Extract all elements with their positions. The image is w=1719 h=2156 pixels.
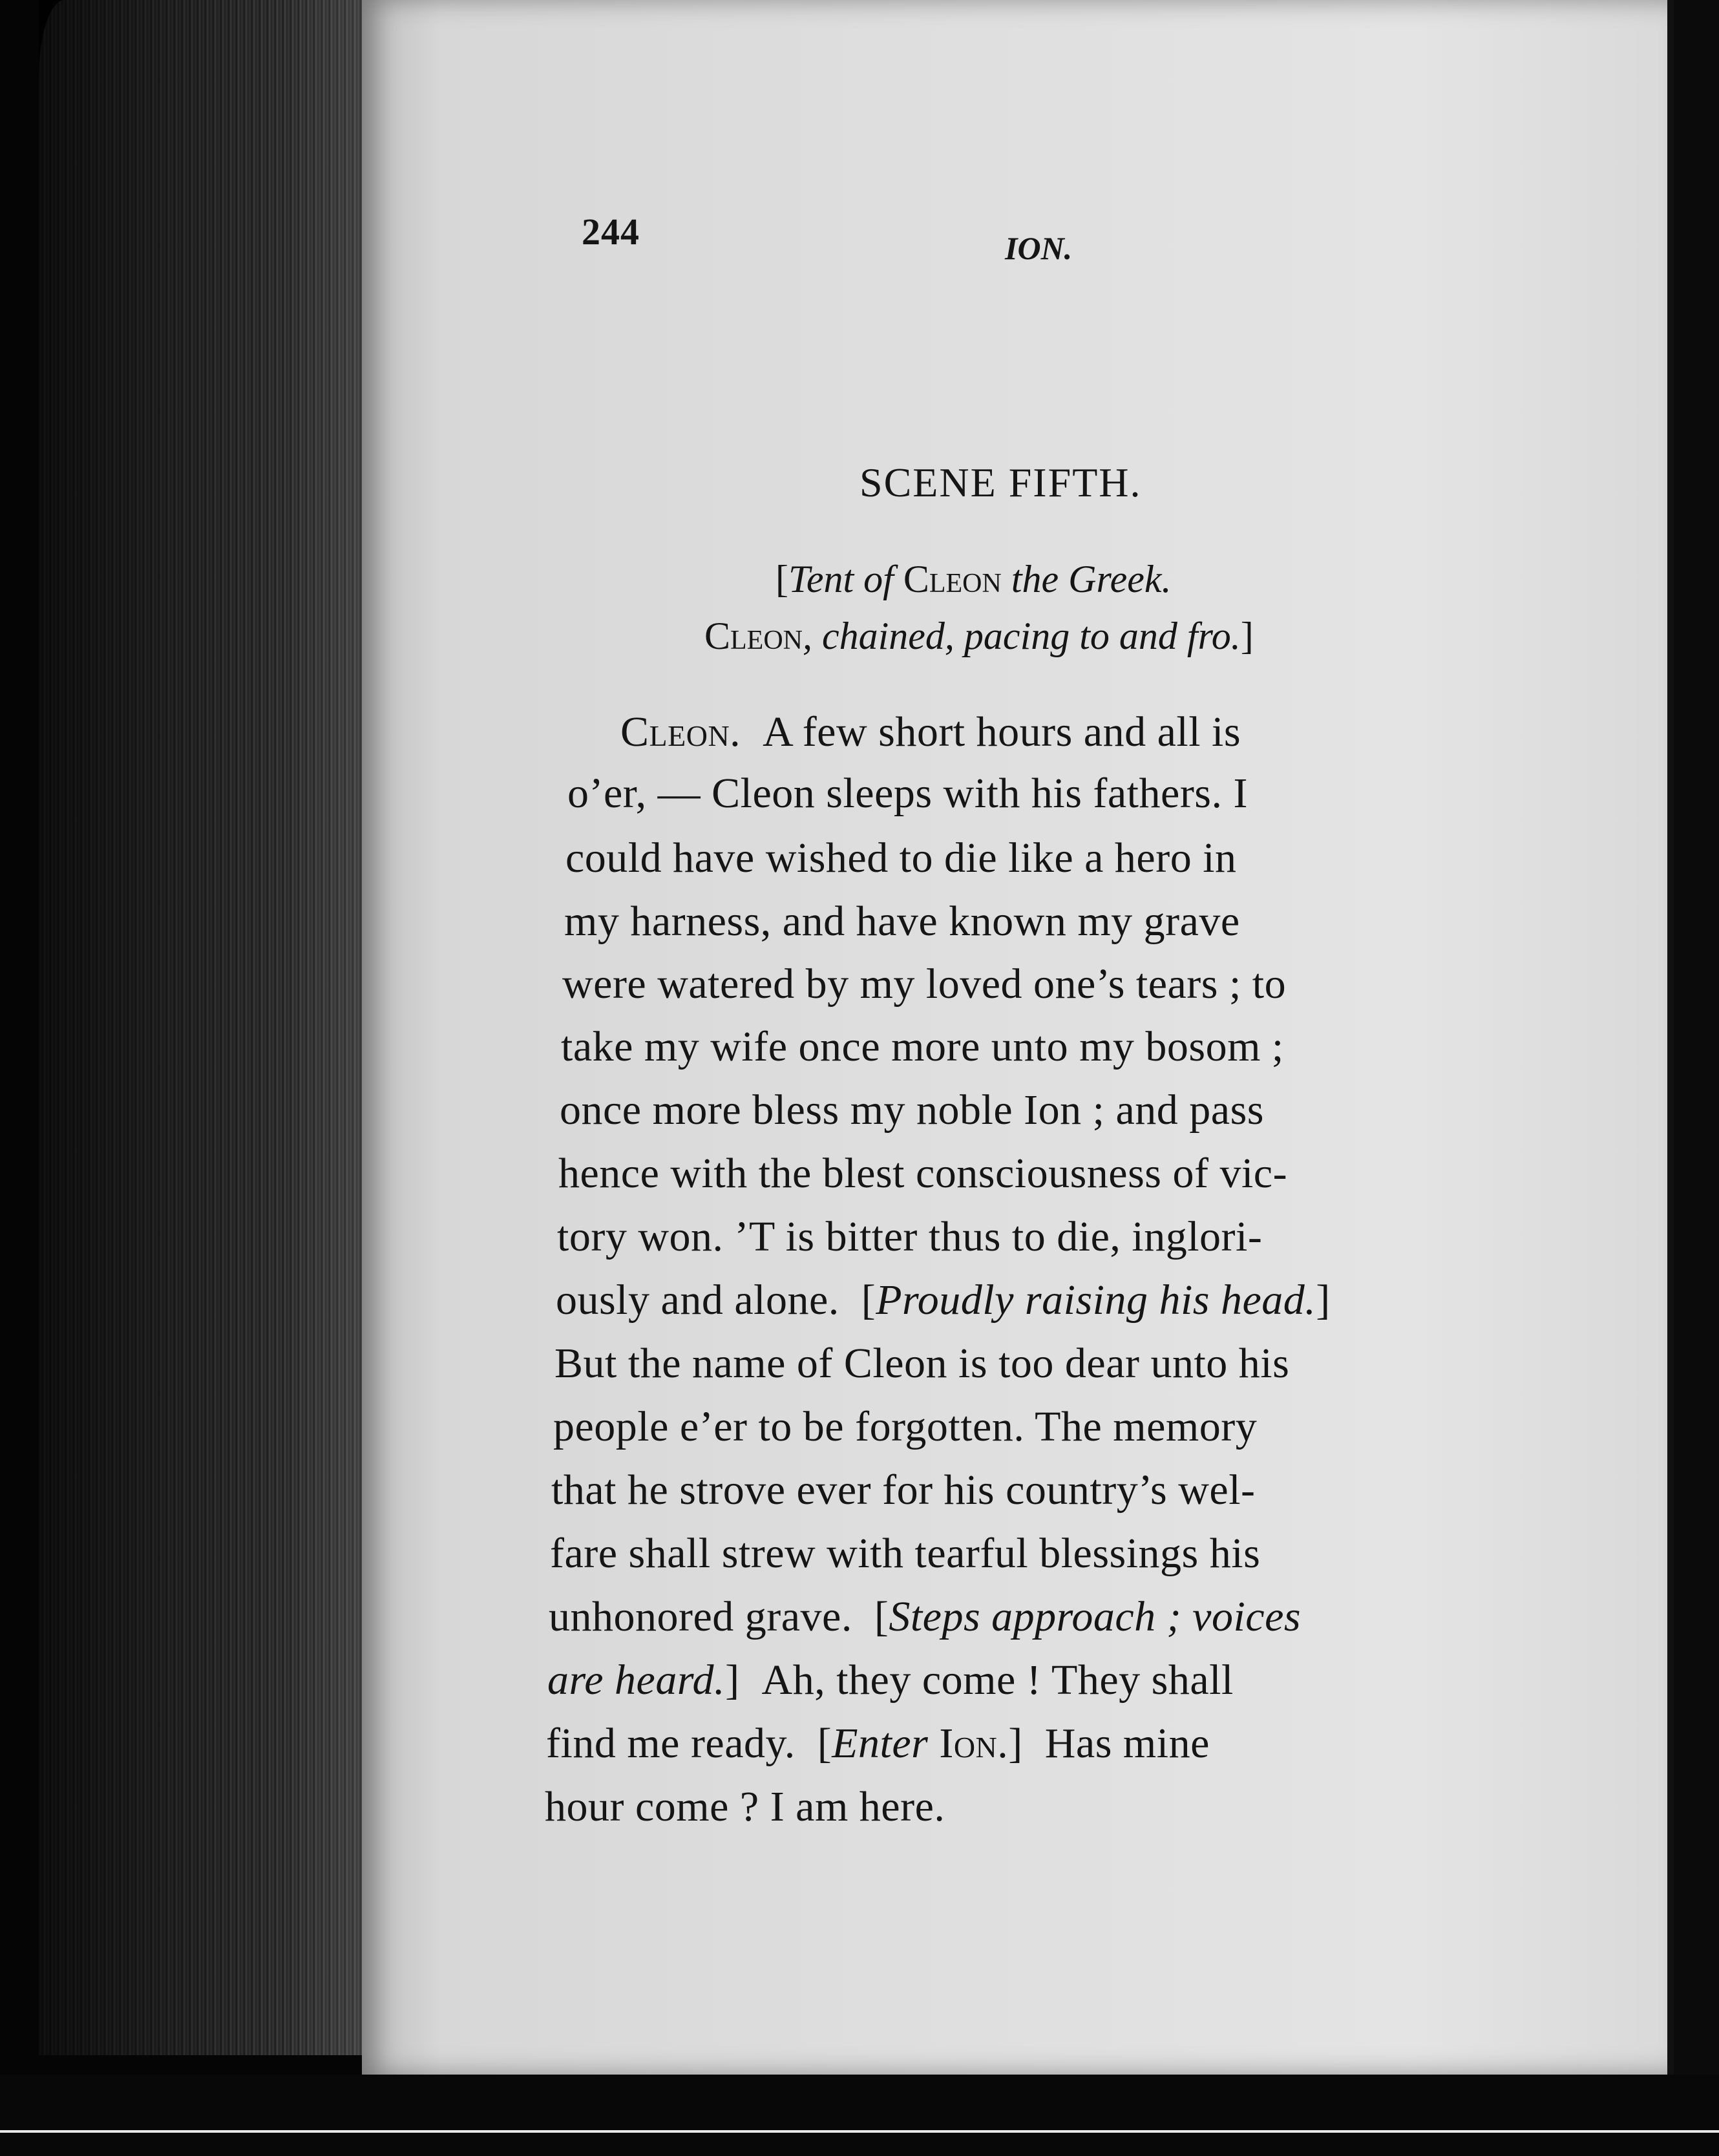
speech-line: could have wished to die like a hero in (565, 834, 1237, 882)
speech-line: find me ready. [Enter Ion.] Has mine (546, 1720, 1210, 1767)
scene-title: SCENE FIFTH. (860, 460, 1142, 505)
stage-direction-text: the Greek. (1011, 558, 1172, 600)
stage-direction-line-1 (775, 557, 1171, 602)
stage-direction-text: , chained, pacing to and fro. (803, 615, 1241, 657)
stage-direction-text: Tent of (788, 558, 894, 600)
speech-line: But the name of Cleon is too dear unto his (554, 1340, 1290, 1387)
speech-line: are heard.] Ah, they come ! They shall (547, 1656, 1234, 1704)
stage-direction-line-2 (704, 614, 1254, 659)
stage-direction-text: Proudly raising his head. (876, 1276, 1316, 1324)
speech-line: fare shall strew with tearful blessings his (550, 1530, 1261, 1577)
speech-line: unhonored grave. [Steps approach ; voices (549, 1593, 1302, 1640)
speech-line: take my wife once more unto my bosom ; (561, 1023, 1284, 1070)
speech-line: once more bless my noble Ion ; and pass (560, 1086, 1264, 1134)
speaker-name: Cleon. (620, 708, 741, 756)
speech-line: Cleon. A few short hours and all is (620, 708, 1241, 756)
running-title: ION. (1005, 230, 1073, 266)
stage-direction-text: Enter (832, 1720, 929, 1767)
speech-line: that he strove ever for his country’s wel- (551, 1466, 1256, 1514)
bracket-close: ] (1240, 615, 1254, 657)
speech-line: tory won. ’T is bitter thus to die, inglori- (557, 1213, 1263, 1260)
scan-border-line (0, 2130, 1719, 2133)
speech-line: people e’er to be forgotten. The memory (553, 1403, 1258, 1450)
stage-direction-text: Steps approach ; voices (889, 1593, 1302, 1640)
speech-line: ously and alone. [Proudly raising his head.] (556, 1276, 1331, 1324)
speech-line: my harness, and have known my grave (564, 898, 1240, 945)
bracket-open: [ (775, 558, 788, 600)
speech-line: hour come ? I am here. (545, 1783, 945, 1830)
speech-line: o’er, — Cleon sleeps with his fathers. I (567, 770, 1248, 817)
scan-background-bottom (0, 2075, 1719, 2156)
character-name: Ion. (939, 1720, 1009, 1767)
stage-direction-text: are heard. (547, 1656, 726, 1704)
speech-line: were watered by my loved one’s tears ; to (562, 960, 1287, 1008)
character-name: Cleon (903, 558, 1002, 600)
page-number: 244 (582, 211, 640, 253)
speech-line: hence with the blest consciousness of vic- (558, 1150, 1288, 1197)
character-name: Cleon (704, 615, 803, 657)
page-fold-line (1667, 0, 1674, 2081)
scan-background-right (1674, 0, 1719, 2156)
page-block-shadow (39, 0, 388, 2055)
